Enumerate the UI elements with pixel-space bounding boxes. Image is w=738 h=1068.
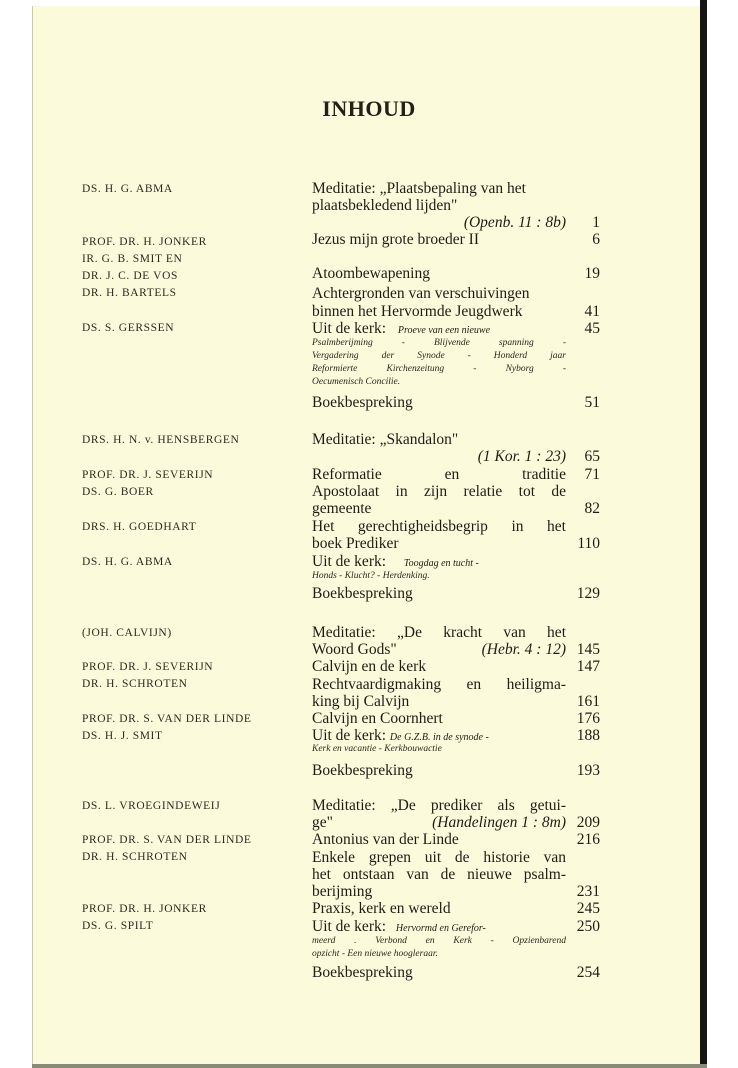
author: IR. G. B. SMIT EN xyxy=(82,253,183,265)
page-number: 71 xyxy=(584,466,600,483)
entry-title: binnen het Hervormde Jeugdwerk xyxy=(312,303,523,320)
topic-line: meerd . Verbond en Kerk - Opzienbarend xyxy=(312,936,566,946)
entry-title: Meditatie: „De prediker als getui- xyxy=(312,797,566,814)
entry-title: Enkele grepen uit de historie van xyxy=(312,849,566,866)
entry-title: Rechtvaardigmaking en heiligma- xyxy=(312,676,566,693)
author: DR. H. BARTELS xyxy=(82,287,177,299)
page-number: 145 xyxy=(576,641,600,658)
uit-de-kerk-topics: Hervormd en Gerefor- xyxy=(395,923,486,934)
topic-line: Oecumenisch Concilie. xyxy=(312,377,401,387)
entry-title: Calvijn en de kerk xyxy=(312,658,427,675)
entry-title: ge" xyxy=(312,814,333,831)
page-number: 188 xyxy=(576,727,600,744)
page-title: INHOUD xyxy=(322,96,416,121)
page-number: 254 xyxy=(576,964,600,981)
entry-title: boek Prediker xyxy=(312,535,399,552)
uit-de-kerk-label: Uit de kerk: xyxy=(312,553,387,570)
entry-reference: (Hebr. 4 : 12) xyxy=(481,641,566,658)
uit-de-kerk-label: Uit de kerk: xyxy=(312,918,387,935)
page-number: 41 xyxy=(584,303,600,320)
page-number: 209 xyxy=(576,814,600,831)
page-number: 19 xyxy=(584,265,600,282)
entry-title: het ontstaan van de nieuwe psalm- xyxy=(312,866,566,883)
page-number: 147 xyxy=(576,658,600,675)
topic-line: Kerk en vacantie - Kerkbouwactie xyxy=(312,744,442,754)
page-number: 51 xyxy=(584,394,600,411)
author: DR. H. SCHROTEN xyxy=(82,851,188,863)
topic-line: Vergadering der Synode - Honderd jaar xyxy=(312,351,566,361)
author: PROF. DR. J. SEVERIJN xyxy=(82,469,214,481)
author: DR. H. SCHROTEN xyxy=(82,678,188,690)
author: PROF. DR. H. JONKER xyxy=(82,903,207,915)
entry-title: Het gerechtigheidsbegrip in het xyxy=(312,518,566,535)
topic-line: Psalmberijming - Blijvende spanning - xyxy=(312,338,566,348)
page-number: 176 xyxy=(576,710,600,727)
uit-de-kerk-label: Uit de kerk: xyxy=(312,320,387,337)
entry-title: Atoombewapening xyxy=(312,265,430,282)
entry-title: gemeente xyxy=(312,500,372,517)
author: DS. H. G. ABMA xyxy=(82,556,173,568)
entry-title: Meditatie: „Plaatsbepaling van het xyxy=(312,180,526,197)
author: DS. S. GERSSEN xyxy=(82,322,175,334)
entry-title: Woord Gods" xyxy=(312,641,397,658)
entry-title: Meditatie: „Skandalon" xyxy=(312,431,459,448)
topic-line: opzicht - Een nieuwe hoogleraar. xyxy=(312,949,438,959)
author: PROF. DR. J. SEVERIJN xyxy=(82,661,214,673)
topic-line: Reformierte Kirchenzeitung - Nyborg - xyxy=(312,364,566,374)
author: DS. G. BOER xyxy=(82,486,154,498)
page-number: 231 xyxy=(576,883,600,900)
author: DS. H. G. ABMA xyxy=(82,183,173,195)
page-number: 110 xyxy=(577,535,600,552)
page-number: 129 xyxy=(576,585,600,602)
entry-title: Meditatie: „De kracht van het xyxy=(312,624,566,641)
entry-title: Boekbespreking xyxy=(312,394,413,411)
author: DS. H. J. SMIT xyxy=(82,730,163,742)
page-number: 193 xyxy=(576,762,600,779)
page-number: 1 xyxy=(592,214,600,231)
uit-de-kerk-topics: Toogdag en tucht - xyxy=(403,558,479,569)
author: DS. L. VROEGINDEWEIJ xyxy=(82,800,221,812)
entry-reference: (Openb. 11 : 8b) xyxy=(463,214,566,231)
entry-title: Boekbespreking xyxy=(312,762,413,779)
entry-title: Jezus mijn grote broeder II xyxy=(312,231,479,248)
page-number: 65 xyxy=(584,448,600,465)
entry-title: plaatsbekledend lijden" xyxy=(312,197,458,214)
entry-title: Antonius van der Linde xyxy=(312,831,459,848)
entry-title: king bij Calvijn xyxy=(312,693,410,710)
entry-title: Boekbespreking xyxy=(312,964,413,981)
entry-title: berijming xyxy=(312,883,373,900)
uit-de-kerk-topics: De G.Z.B. in de synode - xyxy=(389,732,489,743)
page-number: 245 xyxy=(576,900,600,917)
page-number: 82 xyxy=(584,500,600,517)
entry-title: Achtergronden van verschuivingen xyxy=(312,285,530,302)
entry-title: Praxis, kerk en wereld xyxy=(312,900,451,917)
scan-edge-right xyxy=(700,0,707,1068)
author: DS. G. SPILT xyxy=(82,920,154,932)
entry-title: Reformatie en traditie xyxy=(312,466,566,483)
entry-title: Calvijn en Coornhert xyxy=(312,710,443,727)
entry-reference: (Handelingen 1 : 8m) xyxy=(432,814,566,831)
author: (JOH. CALVIJN) xyxy=(82,627,172,639)
author: DRS. H. GOEDHART xyxy=(82,521,197,533)
uit-de-kerk-label: Uit de kerk: xyxy=(312,727,387,744)
author: DR. J. C. DE VOS xyxy=(82,270,178,282)
author: DRS. H. N. v. HENSBERGEN xyxy=(82,434,240,446)
topic-line: Honds - Klucht? - Herdenking. xyxy=(312,571,430,581)
author: PROF. DR. S. VAN DER LINDE xyxy=(82,713,252,725)
entry-title: Boekbespreking xyxy=(312,585,413,602)
page-number: 6 xyxy=(592,231,600,248)
author: PROF. DR. S. VAN DER LINDE xyxy=(82,834,252,846)
page-number: 45 xyxy=(584,320,600,337)
entry-title: Apostolaat in zijn relatie tot de xyxy=(312,483,566,500)
page-number: 161 xyxy=(576,693,600,710)
scan-edge-bottom xyxy=(32,1064,707,1068)
author: PROF. DR. H. JONKER xyxy=(82,236,207,248)
uit-de-kerk-topics: Proeve van een nieuwe xyxy=(397,325,491,336)
entry-reference: (1 Kor. 1 : 23) xyxy=(477,448,566,465)
page-number: 216 xyxy=(576,831,600,848)
page-number: 250 xyxy=(576,918,600,935)
